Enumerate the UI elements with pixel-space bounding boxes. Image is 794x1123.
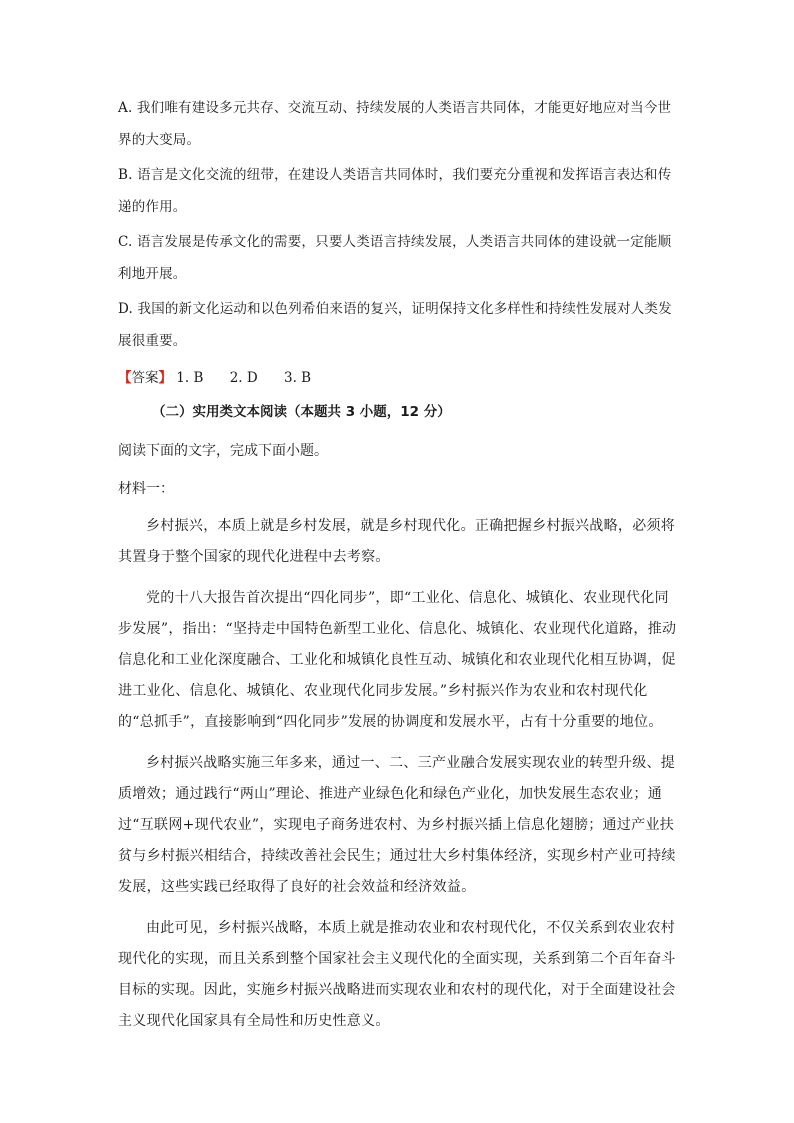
- answer-value-3: 3. B: [283, 370, 312, 386]
- answer-value-1: 1. B: [176, 370, 204, 386]
- material-label: 材料一：: [118, 481, 174, 497]
- answer-line: [118, 363, 678, 393]
- document-page: [118, 92, 678, 1047]
- paragraph-1: 乡村振兴，本质上就是乡村发展，就是乡村现代化。正确把握乡村振兴战略，必须将其置身于整个国家的现代化进程中去考察。: [118, 518, 676, 565]
- section-title: （二）实用类文本阅读（本题共 3 小题，12 分）: [152, 404, 451, 420]
- option-b: B. 语言是文化交流的纽带，在建设人类语言共同体时，我们要充分重视和发挥语言表达和传递的作用。: [118, 167, 672, 215]
- option-c: C. 语言发展是传承文化的需要，只要人类语言持续发展，人类语言共同体的建设就一定能顺利地开展。: [118, 234, 672, 282]
- answer-label: 答案: [131, 370, 159, 386]
- instruction: 阅读下面的文字，完成下面小题。: [118, 443, 328, 459]
- answer-bracket-close: 】: [158, 370, 172, 386]
- paragraph-2: 党的十八大报告首次提出“四化同步”，即“工业化、信息化、城镇化、农业现代化同步发展”，指出：“坚持走中国特色新型工业化、信息化、城镇化、农业现代化道路，推动信息化和工业化深度融合、工业化和城镇化良性互动、城镇化和农业现代化相互协调，促进工业化、信息化、城镇化、农业现代化同步发展。”乡村振兴作为农业和农村现代化的“总抓手”，直接影响到“四化同步”发展的协调度和发展水平，占有十分重要的地位。: [118, 590, 677, 730]
- paragraph-4: 由此可见，乡村振兴战略，本质上就是推动农业和农村现代化，不仅关系到农业农村现代化的实现，而且关系到整个国家社会主义现代化的全面实现，关系到第二个百年奋斗目标的实现。因此，实施乡村振兴战略进而实现农业和农村的现代化，对于全面建设社会主义现代化国家具有全局性和历史性意义。: [118, 920, 676, 1029]
- answer-tag: [118, 370, 172, 386]
- answer-values: [176, 370, 333, 386]
- paragraph-3: 乡村振兴战略实施三年多来，通过一、二、三产业融合发展实现农业的转型升级、提质增效；通过践行“两山”理论、推进产业绿色化和绿色产业化，加快发展生态农业；通过“互联网+现代农业”，实现电子商务进农村、为乡村振兴插上信息化翅膀；通过产业扶贫与乡村振兴相结合，持续改善社会民生；通过壮大乡村集体经济，实现乡村产业可持续发展，这些实践已经取得了良好的社会效益和经济效益。: [118, 755, 676, 895]
- option-a: A. 我们唯有建设多元共存、交流互动、持续发展的人类语言共同体，才能更好地应对当今世界的大变局。: [118, 100, 672, 148]
- answer-value-2: 2. D: [229, 370, 258, 386]
- answer-bracket-open: 【: [118, 370, 132, 386]
- option-d: D. 我国的新文化运动和以色列希伯来语的复兴，证明保持文化多样性和持续性发展对人类发展很重要。: [118, 301, 672, 349]
